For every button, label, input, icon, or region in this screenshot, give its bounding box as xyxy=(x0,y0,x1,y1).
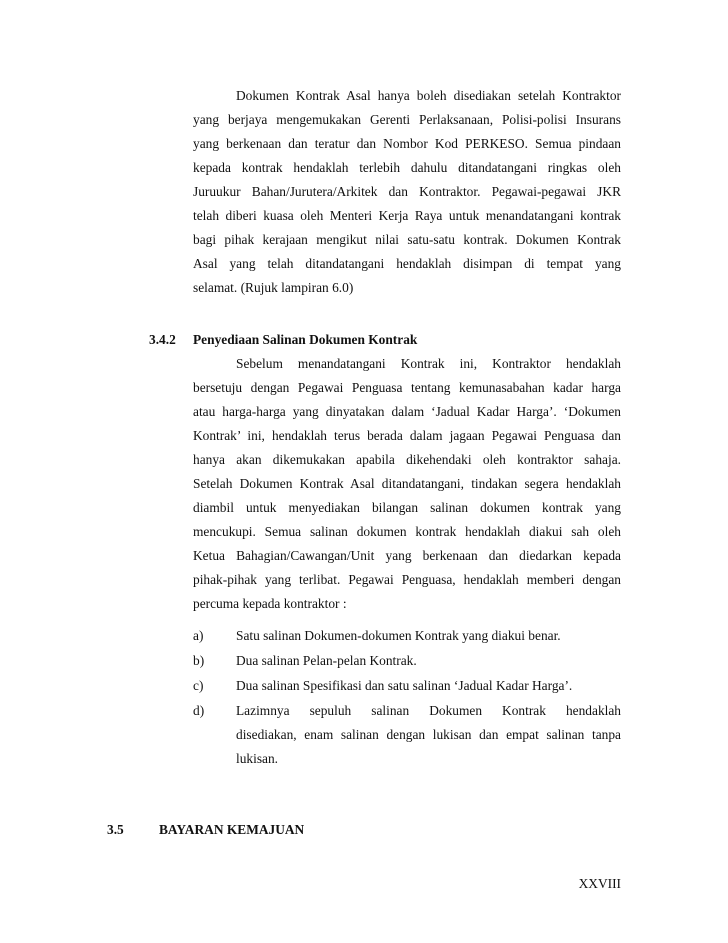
text-line: pihak-pihak yang terlibat. Pegawai Penguasa, hendaklah memberi dengan xyxy=(193,572,621,587)
text-line: Setelah Dokumen Kontrak Asal ditandatangani, tindakan segera hendaklah xyxy=(193,476,621,491)
list-item xyxy=(193,649,621,673)
paragraph-penyediaan-salinan xyxy=(193,352,621,616)
list-item-text: Dua salinan Spesifikasi dan satu salinan ‘Jadual Kadar Harga’. xyxy=(236,678,573,693)
list-item-text: disediakan, enam salinan dengan lukisan dan empat salinan tanpa xyxy=(236,727,621,742)
list-marker: d) xyxy=(193,703,205,718)
list-item xyxy=(193,624,621,648)
text-line: Ketua Bahagian/Cawangan/Unit yang berkenaan dan diedarkan kepada xyxy=(193,548,621,563)
list-marker: b) xyxy=(193,653,205,668)
list-item-text: Dua salinan Pelan-pelan Kontrak. xyxy=(236,653,417,668)
text-line: diambil untuk menyediakan bilangan salinan dokumen kontrak yang xyxy=(193,500,621,515)
text-line: kepada kontrak hendaklah terlebih dahulu ditandatangani ringkas oleh xyxy=(193,160,621,175)
section-number: 3.5 xyxy=(107,822,124,837)
list-item-continuation xyxy=(193,747,621,771)
text-line: Asal yang telah ditandatangani hendaklah disimpan di tempat yang xyxy=(193,256,621,271)
list-item-text: lukisan. xyxy=(236,751,279,766)
text-line: hanya akan dikemukakan apabila dikehendaki oleh kontraktor sahaja. xyxy=(193,452,621,467)
text-line: mencukupi. Semua salinan dokumen kontrak hendaklah diakui sah oleh xyxy=(193,524,621,539)
text-line: telah diberi kuasa oleh Menteri Kerja Raya untuk menandatangani kontrak xyxy=(193,208,621,223)
text-line: Dokumen Kontrak Asal hanya boleh disediakan setelah Kontraktor xyxy=(236,88,621,103)
text-line: atau harga-harga yang dinyatakan dalam ‘Jadual Kadar Harga’. ‘Dokumen xyxy=(193,404,621,419)
list-marker: a) xyxy=(193,628,204,643)
list-item-continuation xyxy=(193,723,621,747)
text-line: Juruukur Bahan/Jurutera/Arkitek dan Kontraktor. Pegawai-pegawai JKR xyxy=(193,184,621,199)
list-item-text: Satu salinan Dokumen-dokumen Kontrak yang diakui benar. xyxy=(236,628,561,643)
list-marker: c) xyxy=(193,678,204,693)
list-item-text: Lazimnya sepuluh salinan Dokumen Kontrak hendaklah xyxy=(236,703,621,718)
text-line: bagi pihak kerajaan mengikut nilai satu-satu kontrak. Dokumen Kontrak xyxy=(193,232,621,247)
paragraph-dokumen-kontrak-asal xyxy=(193,84,621,300)
text-line: yang berjaya mengemukakan Gerenti Perlaksanaan, Polisi-polisi Insurans xyxy=(193,112,621,127)
text-line: bersetuju dengan Pegawai Penguasa tentang kemunasabahan kadar harga xyxy=(193,380,621,395)
page-number: XXVIII xyxy=(578,876,621,891)
text-line: Sebelum menandatangani Kontrak ini, Kontraktor hendaklah xyxy=(236,356,621,371)
section-title: Penyediaan Salinan Dokumen Kontrak xyxy=(193,332,418,347)
text-line: Kontrak’ ini, hendaklah terus berada dalam jagaan Pegawai Penguasa dan xyxy=(193,428,621,443)
section-number: 3.4.2 xyxy=(149,332,176,347)
list-item xyxy=(193,674,621,698)
text-line: percuma kepada kontraktor : xyxy=(193,596,347,611)
text-line: selamat. (Rujuk lampiran 6.0) xyxy=(193,280,354,295)
text-line: yang berkenaan dan teratur dan Nombor Kod PERKESO. Semua pindaan xyxy=(193,136,621,151)
list-item xyxy=(193,699,621,723)
list xyxy=(193,624,621,774)
section-title: BAYARAN KEMAJUAN xyxy=(159,822,305,837)
